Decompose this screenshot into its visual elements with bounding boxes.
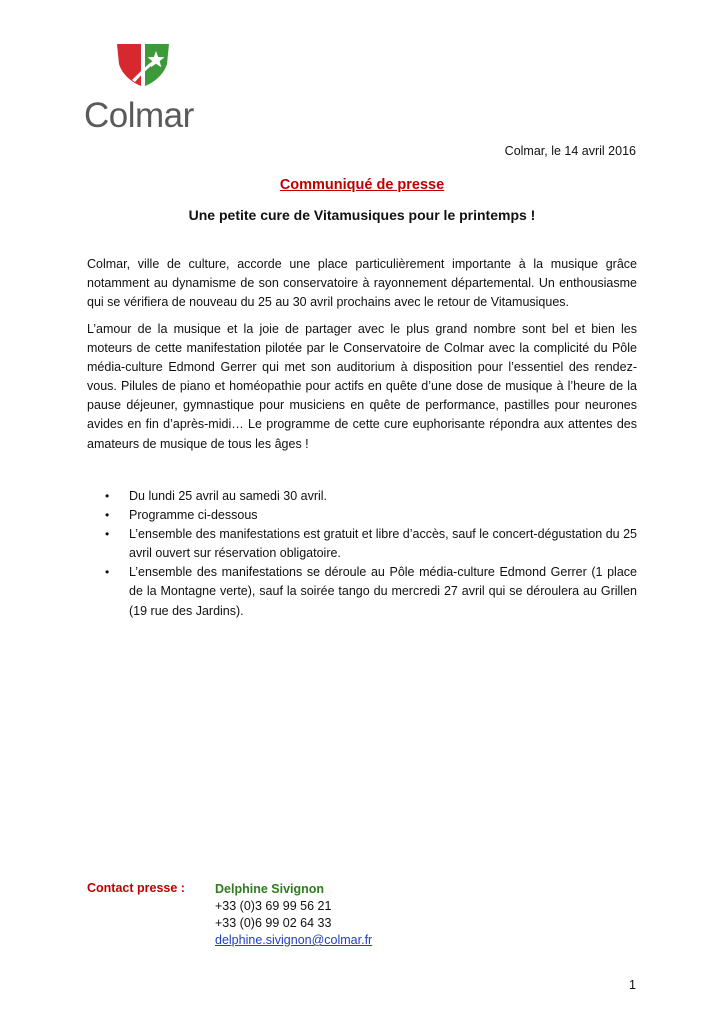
list-item-text: Programme ci-dessous <box>129 508 258 523</box>
list-item-text: Du lundi 25 avril au samedi 30 avril. <box>129 489 328 503</box>
bullet-icon: • <box>105 489 110 503</box>
list-item <box>87 525 637 563</box>
contact-label: Contact presse : <box>87 881 185 895</box>
colmar-logo <box>84 38 204 134</box>
list-item <box>87 506 637 525</box>
list-item <box>87 563 637 620</box>
bullet-icon: • <box>105 508 110 523</box>
list-item-text: L’ensemble des manifestations se déroule au Pôle média-culture Edmond Gerrer (1 place de la Montagne verte), sauf la soirée tango du mercredi 27 avril qui se déroulera au Grillen (19 rue des Jardins). <box>129 565 637 618</box>
press-release-title: Communiqué de presse <box>279 177 445 193</box>
paragraph-description: L’amour de la musique et la joie de partager avec le plus grand nombre sont bel et bien les moteurs de cette manifestation pilotée par le Conservatoire de Colmar avec la complicité du Pôle média-culture Edmond Gerrer qui met son auditorium à disposition pour l’essentiel des rendez-vous. Pilules de piano et homéopathie pour actifs en quête d’une dose de musique à l’heure de la pause déjeuner, gymnastique pour musiciens en quête de performance, pastilles pour neurones avides en fin d’après-midi… Le programme de cette cure euphorisante répondra aux attentes des amateurs de musique de tous les âges ! <box>87 322 637 451</box>
colmar-wordmark: Colmar <box>84 96 194 135</box>
contact-name: Delphine Sivignon <box>215 882 325 896</box>
contact-phone-mobile: +33 (0)6 99 02 64 33 <box>215 916 332 930</box>
bullet-icon: • <box>105 565 110 580</box>
page-number: 1 <box>629 978 636 992</box>
contact-details <box>215 881 372 949</box>
contact-email-link[interactable]: delphine.sivignon@colmar.fr <box>215 933 373 947</box>
press-release-subtitle: Une petite cure de Vitamusiques pour le printemps ! <box>188 207 536 223</box>
info-bullet-list <box>87 487 637 621</box>
list-item-text: L’ensemble des manifestations est gratuit et libre d’accès, sauf le concert-dégustation du 25 avril ouvert sur réservation obligatoire. <box>129 527 637 561</box>
bullet-icon: • <box>105 527 110 542</box>
document-date: Colmar, le 14 avril 2016 <box>504 144 636 158</box>
paragraph-intro: Colmar, ville de culture, accorde une place particulièrement importante à la musique grâce notamment au dynamisme de son conservatoire à rayonnement départemental. Un enthousiasme qui se vérifiera de nouveau du 25 au 30 avril prochains avec le retour de Vitamusiques. <box>87 257 637 310</box>
colmar-shield-icon <box>84 38 204 98</box>
list-item <box>87 487 637 506</box>
contact-phone-office: +33 (0)3 69 99 56 21 <box>215 899 332 913</box>
